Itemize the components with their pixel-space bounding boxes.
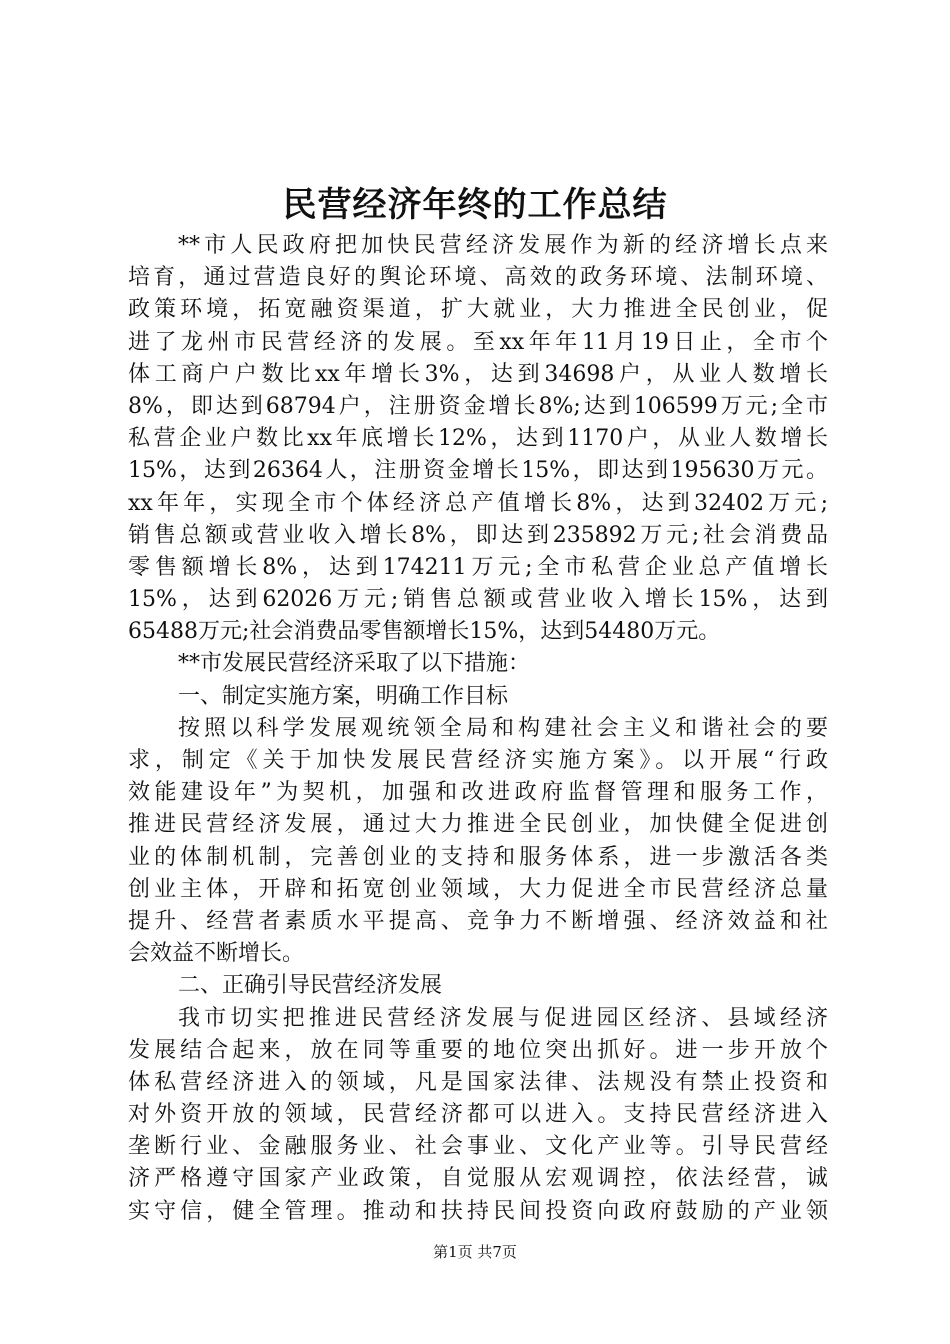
text-line: 65488万元;社会消费品零售额增长15%，达到54480万元。 [128, 619, 721, 645]
text-line: 销售总额或营业收入增长8%，即达到235892万元;社会消费品 [128, 522, 828, 548]
text-line: **市发展民营经济采取了以下措施： [178, 651, 531, 677]
text-line: 私营企业户数比xx年底增长12%，达到1170户，从业人数增长 [128, 426, 828, 452]
document-title: 民营经济年终的工作总结 [282, 185, 668, 225]
text-line: 一、制定实施方案，明确工作目标 [178, 683, 509, 709]
document-body [128, 230, 828, 1228]
text-line: 创业主体，开辟和拓宽创业领域，大力促进全市民营经济总量 [128, 876, 828, 902]
text-line: 体工商户户数比xx年增长3%，达到34698户，从业人数增长 [128, 361, 828, 387]
text-line: 业的体制机制，完善创业的支持和服务体系，进一步激活各类 [128, 844, 828, 870]
text-line: **市人民政府把加快民营经济发展作为新的经济增长点来 [178, 233, 828, 258]
text-line: 二、正确引导民营经济发展 [178, 973, 443, 999]
text-line: 8%，即达到68794户，注册资金增长8%;达到106599万元;全市 [128, 393, 828, 419]
text-line: 按照以科学发展观统领全局和构建社会主义和谐社会的要 [178, 715, 828, 741]
text-line: 15%，达到26364人，注册资金增长15%，即达到195630万元。 [128, 458, 828, 484]
text-line: 发展结合起来，放在同等重要的地位突出抓好。进一步开放个 [128, 1037, 828, 1063]
text-line: 我市切实把推进民营经济发展与促进园区经济、县域经济 [178, 1005, 828, 1031]
text-line: 体私营经济进入的领域，凡是国家法律、法规没有禁止投资和 [128, 1069, 828, 1095]
text-line: xx年年，实现全市个体经济总产值增长8%，达到32402万元; [128, 490, 828, 516]
text-line: 济严格遵守国家产业政策，自觉服从宏观调控，依法经营，诚 [128, 1166, 828, 1192]
text-line: 推进民营经济发展，通过大力推进全民创业，加快健全促进创 [128, 812, 828, 838]
page-footer: 第1页 共7页 [433, 1243, 517, 1261]
text-line: 政策环境，拓宽融资渠道，扩大就业，大力推进全民创业，促 [128, 297, 828, 323]
text-line: 进了龙州市民营经济的发展。至xx年年11月19日止，全市个 [128, 329, 828, 355]
text-line: 15%，达到62026万元;销售总额或营业收入增长15%，达到 [128, 587, 828, 613]
text-line: 求，制定《关于加快发展民营经济实施方案》。以开展“行政 [128, 748, 828, 773]
text-line: 垄断行业、金融服务业、社会事业、文化产业等。引导民营经 [128, 1134, 828, 1160]
text-line: 零售额增长8%，达到174211万元;全市私营企业总产值增长 [128, 554, 828, 580]
text-line: 对外资开放的领域，民营经济都可以进入。支持民营经济进入 [128, 1102, 828, 1128]
text-line: 提升、经营者素质水平提高、竞争力不断增强、经济效益和社 [128, 908, 828, 934]
text-line: 实守信，健全管理。推动和扶持民间投资向政府鼓励的产业领 [128, 1198, 828, 1224]
text-line: 效能建设年”为契机，加强和改进政府监督管理和服务工作， [128, 780, 828, 806]
text-line: 会效益不断增长。 [128, 941, 305, 967]
text-line: 培育，通过营造良好的舆论环境、高效的政务环境、法制环境、 [128, 265, 828, 291]
